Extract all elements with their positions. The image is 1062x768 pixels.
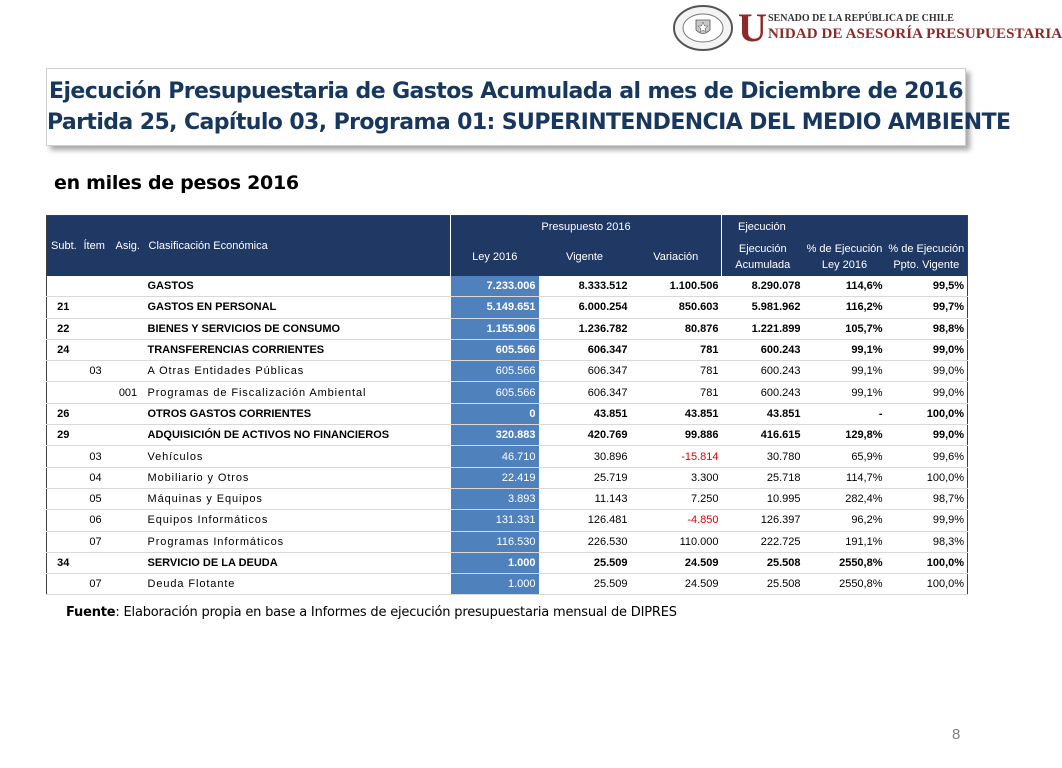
cell-asig bbox=[112, 467, 145, 488]
col-ejec bbox=[722, 239, 804, 276]
cell-item bbox=[80, 276, 112, 297]
col-asig: Asig. bbox=[112, 216, 145, 276]
cell-pct-ley: 282,4% bbox=[804, 488, 886, 509]
cell-pct-vig: 100,0% bbox=[886, 403, 968, 424]
cell-ley: 1.000 bbox=[451, 574, 539, 595]
cell-item bbox=[80, 425, 112, 446]
budget-table bbox=[46, 215, 968, 595]
cell-clasif: TRANSFERENCIAS CORRIENTES bbox=[145, 339, 451, 360]
cell-vigente: 25.509 bbox=[539, 574, 631, 595]
cell-asig bbox=[112, 339, 145, 360]
cell-asig bbox=[112, 361, 145, 382]
cell-vigente: 25.509 bbox=[539, 552, 631, 573]
cell-subt bbox=[47, 510, 80, 531]
source-label: Fuente bbox=[66, 605, 116, 620]
source-text: : Elaboración propia en base a Informes de ejecución presupuestaria mensual de DIPRES bbox=[115, 605, 677, 620]
cell-pct-ley: 99,1% bbox=[804, 361, 886, 382]
cell-ley: 0 bbox=[451, 403, 539, 424]
col-ejec-line2: Acumulada bbox=[735, 259, 791, 271]
cell-ejec: 600.243 bbox=[722, 382, 804, 403]
cell-vigente: 11.143 bbox=[539, 488, 631, 509]
cell-pct-vig: 99,9% bbox=[886, 510, 968, 531]
col-pct-ley bbox=[804, 239, 886, 276]
col-subt: Subt. bbox=[47, 216, 80, 276]
cell-ejec: 10.995 bbox=[722, 488, 804, 509]
cell-subt: 29 bbox=[47, 425, 80, 446]
cell-clasif: Deuda Flotante bbox=[145, 574, 451, 595]
cell-ejec: 600.243 bbox=[722, 361, 804, 382]
cell-clasif: Mobiliario y Otros bbox=[145, 467, 451, 488]
cell-variacion: 1.100.506 bbox=[631, 276, 722, 297]
group-presupuesto: Presupuesto 2016 bbox=[451, 216, 722, 239]
cell-variacion: 3.300 bbox=[631, 467, 722, 488]
cell-subt: 22 bbox=[47, 318, 80, 339]
table-row bbox=[47, 510, 968, 531]
table-row bbox=[47, 488, 968, 509]
cell-pct-vig: 99,6% bbox=[886, 446, 968, 467]
cell-subt bbox=[47, 382, 80, 403]
group-ejecucion: Ejecución bbox=[722, 216, 968, 239]
cell-ejec: 600.243 bbox=[722, 339, 804, 360]
cell-asig bbox=[112, 276, 145, 297]
cell-subt: 26 bbox=[47, 403, 80, 424]
cell-pct-vig: 98,8% bbox=[886, 318, 968, 339]
cell-variacion: 781 bbox=[631, 339, 722, 360]
cell-clasif: GASTOS EN PERSONAL bbox=[145, 297, 451, 318]
col-pct-vig-line2: Ppto. Vigente bbox=[893, 259, 960, 271]
cell-ejec: 222.725 bbox=[722, 531, 804, 552]
cell-pct-vig: 100,0% bbox=[886, 574, 968, 595]
cell-ley: 320.883 bbox=[451, 425, 539, 446]
cell-subt bbox=[47, 361, 80, 382]
cell-pct-vig: 99,5% bbox=[886, 276, 968, 297]
table-group-header bbox=[47, 216, 968, 239]
col-item: Ítem bbox=[80, 216, 112, 276]
cell-pct-vig: 99,0% bbox=[886, 382, 968, 403]
cell-asig bbox=[112, 446, 145, 467]
table-row bbox=[47, 425, 968, 446]
cell-item: 06 bbox=[80, 510, 112, 531]
cell-item bbox=[80, 403, 112, 424]
subtitle: en miles de pesos 2016 bbox=[54, 172, 299, 194]
cell-item: 04 bbox=[80, 467, 112, 488]
cell-ejec: 5.981.962 bbox=[722, 297, 804, 318]
cell-item bbox=[80, 297, 112, 318]
table-row bbox=[47, 403, 968, 424]
title-line-2: Partida 25, Capítulo 03, Programa 01: SUPERINTENDENCIA DEL MEDIO AMBIENTE bbox=[47, 110, 1011, 135]
cell-pct-ley: - bbox=[804, 403, 886, 424]
table-row bbox=[47, 297, 968, 318]
source-note bbox=[66, 605, 677, 620]
table-row bbox=[47, 574, 968, 595]
cell-item bbox=[80, 339, 112, 360]
cell-asig bbox=[112, 297, 145, 318]
cell-ley: 116.530 bbox=[451, 531, 539, 552]
cell-variacion: 110.000 bbox=[631, 531, 722, 552]
cell-item: 03 bbox=[80, 361, 112, 382]
cell-subt bbox=[47, 276, 80, 297]
cell-subt bbox=[47, 574, 80, 595]
cell-asig bbox=[112, 425, 145, 446]
cell-clasif: Vehículos bbox=[145, 446, 451, 467]
col-pct-vig bbox=[886, 239, 968, 276]
cell-pct-ley: 65,9% bbox=[804, 446, 886, 467]
cell-pct-vig: 99,7% bbox=[886, 297, 968, 318]
col-clasif: Clasificación Económica bbox=[145, 216, 451, 276]
cell-vigente: 126.481 bbox=[539, 510, 631, 531]
cell-pct-ley: 2550,8% bbox=[804, 552, 886, 573]
cell-pct-vig: 98,7% bbox=[886, 488, 968, 509]
cell-variacion: -15.814 bbox=[631, 446, 722, 467]
page-number: 8 bbox=[952, 726, 961, 743]
cell-asig: 001 bbox=[112, 382, 145, 403]
cell-pct-ley: 116,2% bbox=[804, 297, 886, 318]
cell-pct-vig: 100,0% bbox=[886, 467, 968, 488]
cell-subt bbox=[47, 488, 80, 509]
cell-ejec: 416.615 bbox=[722, 425, 804, 446]
cell-variacion: 43.851 bbox=[631, 403, 722, 424]
cell-variacion: 80.876 bbox=[631, 318, 722, 339]
cell-pct-ley: 99,1% bbox=[804, 339, 886, 360]
cell-variacion: 850.603 bbox=[631, 297, 722, 318]
cell-ley: 22.419 bbox=[451, 467, 539, 488]
cell-vigente: 8.333.512 bbox=[539, 276, 631, 297]
table-row bbox=[47, 361, 968, 382]
col-pct-vig-line1: % de Ejecución bbox=[888, 243, 965, 255]
cell-asig bbox=[112, 488, 145, 509]
cell-variacion: 7.250 bbox=[631, 488, 722, 509]
cell-clasif: GASTOS bbox=[145, 276, 451, 297]
cell-clasif: Programas de Fiscalización Ambiental bbox=[145, 382, 451, 403]
senate-logo bbox=[672, 4, 1062, 52]
cell-clasif: OTROS GASTOS CORRIENTES bbox=[145, 403, 451, 424]
cell-pct-vig: 99,0% bbox=[886, 425, 968, 446]
cell-pct-vig: 99,0% bbox=[886, 361, 968, 382]
cell-pct-ley: 99,1% bbox=[804, 382, 886, 403]
table-row bbox=[47, 276, 968, 297]
cell-clasif: A Otras Entidades Públicas bbox=[145, 361, 451, 382]
cell-clasif: Máquinas y Equipos bbox=[145, 488, 451, 509]
cell-ley: 605.566 bbox=[451, 361, 539, 382]
cell-asig bbox=[112, 510, 145, 531]
table-row bbox=[47, 467, 968, 488]
cell-asig bbox=[112, 403, 145, 424]
cell-variacion: 24.509 bbox=[631, 574, 722, 595]
cell-item: 05 bbox=[80, 488, 112, 509]
senate-seal-icon bbox=[672, 4, 734, 52]
cell-ley: 605.566 bbox=[451, 382, 539, 403]
cell-pct-ley: 191,1% bbox=[804, 531, 886, 552]
cell-ejec: 25.508 bbox=[722, 552, 804, 573]
table-row bbox=[47, 318, 968, 339]
cell-ley: 1.000 bbox=[451, 552, 539, 573]
cell-pct-ley: 96,2% bbox=[804, 510, 886, 531]
cell-subt bbox=[47, 467, 80, 488]
cell-variacion: 99.886 bbox=[631, 425, 722, 446]
cell-ejec: 25.718 bbox=[722, 467, 804, 488]
cell-ley: 131.331 bbox=[451, 510, 539, 531]
cell-clasif: BIENES Y SERVICIOS DE CONSUMO bbox=[145, 318, 451, 339]
unidad-label: NIDAD DE ASESORÍA PRESUPUESTARIA bbox=[768, 26, 1062, 42]
cell-vigente: 6.000.254 bbox=[539, 297, 631, 318]
table-row bbox=[47, 382, 968, 403]
col-variacion: Variación bbox=[631, 239, 722, 276]
table-row bbox=[47, 531, 968, 552]
cell-vigente: 606.347 bbox=[539, 361, 631, 382]
col-ley: Ley 2016 bbox=[451, 239, 539, 276]
col-vigente: Vigente bbox=[539, 239, 631, 276]
cell-vigente: 606.347 bbox=[539, 382, 631, 403]
title-box bbox=[46, 68, 1011, 146]
col-ejec-line1: Ejecución bbox=[738, 243, 787, 255]
cell-vigente: 1.236.782 bbox=[539, 318, 631, 339]
cell-pct-vig: 98,3% bbox=[886, 531, 968, 552]
cell-variacion: -4.850 bbox=[631, 510, 722, 531]
cell-clasif: ADQUISICIÓN DE ACTIVOS NO FINANCIEROS bbox=[145, 425, 451, 446]
cell-subt bbox=[47, 531, 80, 552]
cell-ejec: 43.851 bbox=[722, 403, 804, 424]
cell-item bbox=[80, 382, 112, 403]
cell-ley: 1.155.906 bbox=[451, 318, 539, 339]
cell-item bbox=[80, 552, 112, 573]
cell-vigente: 606.347 bbox=[539, 339, 631, 360]
cell-vigente: 226.530 bbox=[539, 531, 631, 552]
cell-asig bbox=[112, 318, 145, 339]
cell-pct-vig: 100,0% bbox=[886, 552, 968, 573]
unidad-initial: U bbox=[738, 5, 767, 50]
col-pct-ley-line2: Ley 2016 bbox=[821, 259, 868, 271]
cell-vigente: 25.719 bbox=[539, 467, 631, 488]
cell-pct-ley: 114,7% bbox=[804, 467, 886, 488]
cell-ley: 7.233.006 bbox=[451, 276, 539, 297]
cell-clasif: Equipos Informáticos bbox=[145, 510, 451, 531]
cell-asig bbox=[112, 531, 145, 552]
cell-clasif: Programas Informáticos bbox=[145, 531, 451, 552]
cell-clasif: SERVICIO DE LA DEUDA bbox=[145, 552, 451, 573]
cell-pct-ley: 114,6% bbox=[804, 276, 886, 297]
cell-ley: 5.149.651 bbox=[451, 297, 539, 318]
table-row bbox=[47, 446, 968, 467]
cell-asig bbox=[112, 574, 145, 595]
cell-variacion: 781 bbox=[631, 382, 722, 403]
cell-pct-ley: 105,7% bbox=[804, 318, 886, 339]
cell-ejec: 1.221.899 bbox=[722, 318, 804, 339]
cell-item: 03 bbox=[80, 446, 112, 467]
cell-item: 07 bbox=[80, 574, 112, 595]
cell-pct-ley: 2550,8% bbox=[804, 574, 886, 595]
cell-subt bbox=[47, 446, 80, 467]
cell-vigente: 30.896 bbox=[539, 446, 631, 467]
table-row bbox=[47, 339, 968, 360]
cell-ejec: 25.508 bbox=[722, 574, 804, 595]
cell-subt: 34 bbox=[47, 552, 80, 573]
cell-vigente: 420.769 bbox=[539, 425, 631, 446]
cell-ley: 46.710 bbox=[451, 446, 539, 467]
cell-subt: 21 bbox=[47, 297, 80, 318]
cell-item bbox=[80, 318, 112, 339]
senado-label: SENADO DE LA REPÚBLICA DE CHILE bbox=[768, 13, 954, 24]
cell-variacion: 24.509 bbox=[631, 552, 722, 573]
cell-ejec: 30.780 bbox=[722, 446, 804, 467]
cell-variacion: 781 bbox=[631, 361, 722, 382]
title-line-1: Ejecución Presupuestaria de Gastos Acumulada al mes de Diciembre de 2016 bbox=[49, 79, 963, 104]
cell-pct-vig: 99,0% bbox=[886, 339, 968, 360]
cell-vigente: 43.851 bbox=[539, 403, 631, 424]
cell-ley: 3.893 bbox=[451, 488, 539, 509]
cell-ley: 605.566 bbox=[451, 339, 539, 360]
cell-asig bbox=[112, 552, 145, 573]
col-pct-ley-line1: % de Ejecución bbox=[806, 243, 883, 255]
cell-pct-ley: 129,8% bbox=[804, 425, 886, 446]
cell-ejec: 8.290.078 bbox=[722, 276, 804, 297]
cell-ejec: 126.397 bbox=[722, 510, 804, 531]
table-body bbox=[47, 276, 968, 595]
table-row bbox=[47, 552, 968, 573]
cell-subt: 24 bbox=[47, 339, 80, 360]
cell-item: 07 bbox=[80, 531, 112, 552]
